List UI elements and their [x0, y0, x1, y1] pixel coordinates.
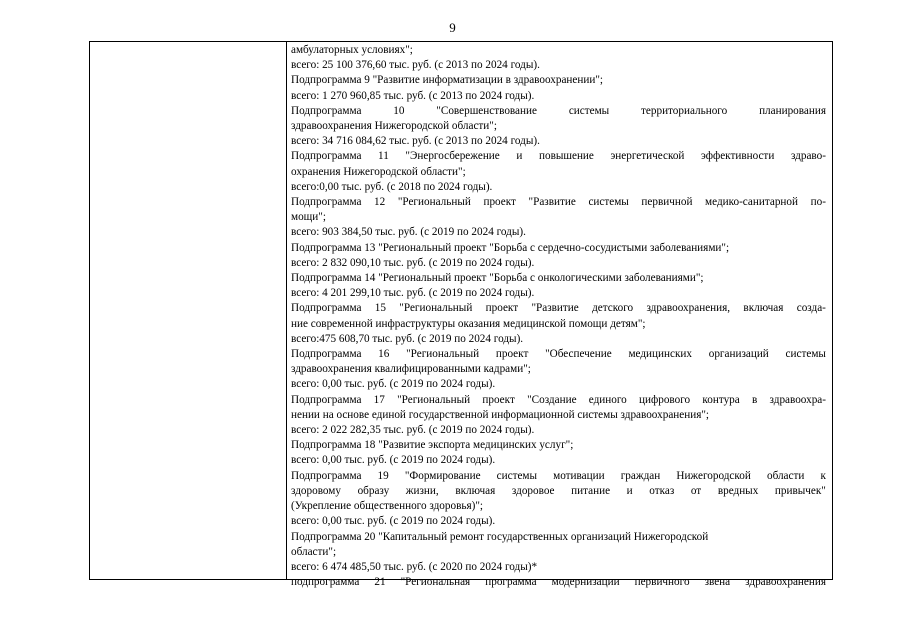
text-line: всего: 2 832 090,10 тыс. руб. (с 2019 по 2024 годы).: [291, 256, 535, 269]
text-line: Подпрограмма 12 "Региональный проект "Развитие системы первичной медико-санитарной по-: [291, 196, 826, 209]
text-line: нении на основе единой государственной информационной системы здравоохранения";: [291, 408, 710, 421]
text-line: (Укрепление общественного здоровья)";: [291, 500, 483, 513]
text-line: Подпрограмма 18 "Развитие экспорта медицинских услуг";: [291, 439, 574, 452]
text-line: всего: 0,00 тыс. руб. (с 2019 по 2024 годы).: [291, 515, 496, 528]
text-line: области";: [291, 545, 337, 558]
text-line: здравоохранения квалифицированными кадрами";: [291, 363, 531, 376]
page-number: 9: [449, 20, 456, 35]
text-line: Подпрограмма 11 "Энергосбережение и повышение энергетической эффективности здраво-: [291, 150, 826, 163]
document-table: [89, 41, 833, 589]
table-right-column: [287, 42, 832, 590]
text-line: всего:475 608,70 тыс. руб. (с 2019 по 2024 годы).: [291, 332, 524, 345]
text-line: здравоохранения Нижегородской области";: [291, 120, 497, 133]
text-line: всего: 4 201 299,10 тыс. руб. (с 2019 по 2024 годы).: [291, 287, 535, 300]
text-line: Подпрограмма 19 "Формирование системы мотивации граждан Нижегородской области к: [291, 469, 826, 482]
text-line: мощи";: [291, 211, 326, 224]
text-line: Подпрограмма 16 "Региональный проект "Обеспечение медицинских организаций системы: [291, 348, 826, 361]
text-line: Подпрограмма 13 "Региональный проект "Борьба с сердечно-сосудистыми заболеваниями";: [291, 241, 730, 254]
text-line: всего: 25 100 376,60 тыс. руб. (с 2013 по 2024 годы).: [291, 59, 540, 72]
text-line: всего: 2 022 282,35 тыс. руб. (с 2019 по 2024 годы).: [291, 424, 535, 437]
text-line: Подпрограмма 14 "Региональный проект "Борьба с онкологическими заболеваниями";: [291, 272, 704, 285]
text-line: всего: 0,00 тыс. руб. (с 2019 по 2024 годы).: [291, 454, 496, 467]
text-line: всего: 0,00 тыс. руб. (с 2019 по 2024 годы).: [291, 378, 496, 391]
text-line: Подпрограмма 9 "Развитие информатизации в здравоохранении";: [291, 74, 604, 87]
text-line: охранения Нижегородской области";: [291, 165, 466, 178]
text-line: Подпрограмма 10 "Совершенствование системы территориального планирования: [291, 104, 826, 117]
text-line: ние современной инфраструктуры оказания медицинской помощи детям";: [291, 317, 646, 330]
text-line: всего:0,00 тыс. руб. (с 2018 по 2024 годы).: [291, 180, 493, 193]
text-line: амбулаторных условиях";: [291, 44, 413, 56]
text-line: всего: 34 716 084,62 тыс. руб. (с 2013 по 2024 годы).: [291, 135, 540, 148]
text-line: всего: 6 474 485,50 тыс. руб. (с 2020 по 2024 годы)*: [291, 560, 538, 573]
text-line: Подпрограмма 17 "Региональный проект "Создание единого цифрового контура в здравоохра-: [291, 393, 826, 406]
text-line: всего: 903 384,50 тыс. руб. (с 2019 по 2024 годы).: [291, 226, 526, 239]
table-left-column: [90, 42, 287, 579]
text-line: Подпрограмма 20 "Капитальный ремонт государственных организаций Нижегородской: [291, 530, 709, 543]
text-line: подпрограмма 21 "Региональная программа модернизации первичного звена здравоохранения: [291, 576, 826, 589]
text-line: всего: 1 270 960,85 тыс. руб. (с 2013 по 2024 годы).: [291, 89, 535, 102]
text-line: здоровому образу жизни, включая здоровое питание и отказ от вредных привычек": [291, 484, 826, 497]
text-line: Подпрограмма 15 "Региональный проект "Развитие детского здравоохранения, включая созда-: [291, 302, 826, 315]
